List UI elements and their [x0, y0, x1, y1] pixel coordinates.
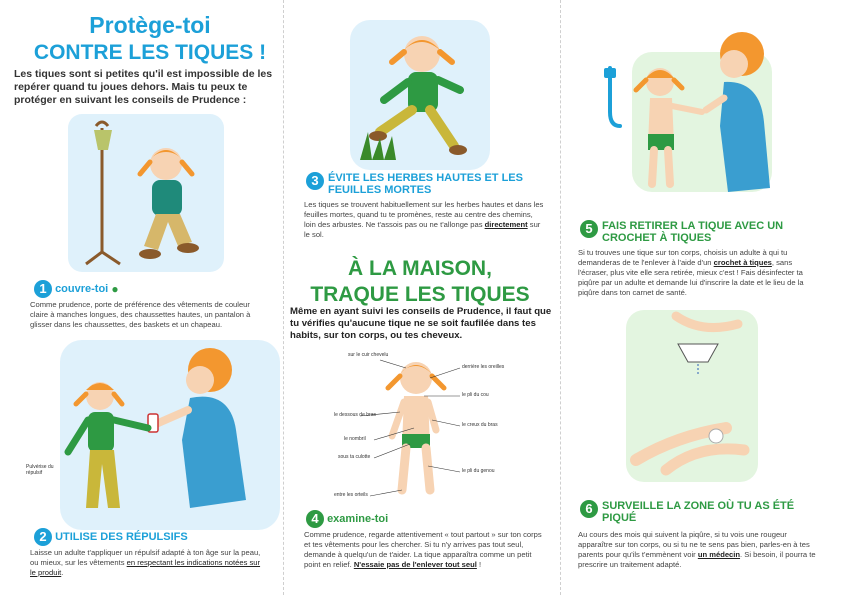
step6-text-emphasis: un médecin [697, 550, 741, 559]
step1-text: Comme prudence, porte de préférence des vêtements de couleur claire à manches longues, des chaussettes hautes, un pantalon à glisser dans les chaussettes, des baskets et un chapeau. [30, 300, 251, 329]
intro-text: Les tiques sont si petites qu'il est impossible de les repérer quand tu joues dehors. Mais tu peux te protéger en suivant les conseils de Prudence : [14, 68, 273, 106]
illustration-disinfect [626, 310, 758, 482]
step5-text-a: Si tu trouves une tique sur ton corps, choisis un adulte à qui tu demanderas de te l'enlever à l'aide d'un [578, 248, 788, 267]
label-knee-fold: le pli du genou [462, 468, 495, 474]
running-girl-drawing [350, 20, 490, 170]
leaflet-title-line2: CONTRE LES TIQUES ! [33, 41, 267, 64]
label-underarm: le dessous de bras [334, 412, 376, 418]
step1-heading-text: couvre-toi [55, 283, 109, 295]
step4-text-c: ! [476, 560, 482, 569]
disinfect-drawing [626, 310, 758, 482]
step5-heading [580, 220, 816, 244]
step2-number-badge: 2 [34, 528, 52, 546]
step2-text [30, 548, 266, 578]
step4-text-emphasis: N'essaie pas de l'enlever tout seul [353, 560, 477, 569]
fold-line-left [283, 0, 284, 595]
step5-text-c: , sans l'écraser, plus vite elle sera retirée, mieux c'est ! Fais désinfecter ta piqûre par un adulte et demande lui d'inscrire la date et le lieu de la piqûre dans ton carnet de santé. [578, 258, 804, 297]
section-intro: Même en ayant suivi les conseils de Prudence, il faut que tu vérifies qu'aucune tique ne se soit faufilée dans tes habits, sur ton corps, ou tes cheveux. [290, 306, 552, 341]
step2-heading-text: UTILISE DES RÉPULSIFS [55, 531, 188, 543]
label-navel: le nombril [344, 436, 366, 442]
step6-heading [580, 500, 816, 524]
step3-text-emphasis: directement [484, 220, 528, 229]
label-underwear: sous ta culotte [338, 454, 371, 460]
step3-heading-text: ÉVITE LES HERBES HAUTES ET LES FEUILLES MORTES [328, 172, 523, 197]
illustration-repellent [26, 340, 280, 530]
step2-text-a: Laisse un adulte t'appliquer un répulsif adapté à ton âge sur la peau, ou mieux, sur les vêtements [30, 548, 261, 567]
step3-number-badge: 3 [306, 172, 324, 190]
leaflet-title-line1: Protège-toi [89, 12, 211, 38]
step4-number-badge: 4 [306, 510, 324, 528]
step3-text-a: Les tiques se trouvent habituellement sur les herbes hautes et dans les feuilles mortes, quand tu te promènes, reste au centre des chemins, loin des arbustes. Ne t'assois pas ou ne t'allonge pas [304, 200, 544, 229]
step6-text-c: . Si besoin, il pourra te prescrire un traitement adapté. [578, 550, 816, 569]
step5-heading-text: FAIS RETIRER LA TIQUE AVEC UN CROCHET À TIQUES [602, 220, 784, 245]
step3-heading [306, 172, 542, 196]
step1-heading [34, 280, 119, 298]
hat-icon: ● [111, 282, 119, 296]
step4-text-a: Comme prudence, regarde attentivement « tout partout » sur ton corps et tes vêtements pour les chercher. Si tu n'y arrives pas tout seul, demande à quelqu'un de t'aider. La tique apparaîtra comme un petit point en relief. [304, 530, 542, 569]
covered-girl-drawing [68, 114, 224, 272]
illustration-tick-removal [632, 52, 772, 192]
step6-text [578, 530, 818, 570]
step5-number-badge: 5 [580, 220, 598, 238]
step6-number-badge: 6 [580, 500, 598, 518]
step6-heading-text: SURVEILLE LA ZONE OÙ TU AS ÉTÉ PIQUÉ [602, 500, 795, 525]
tick-hook-icon [590, 66, 630, 136]
illustration-body-check [334, 350, 510, 500]
step2-heading [34, 528, 188, 546]
step4-heading [306, 510, 388, 528]
section-title-line2: TRAQUE LES TIQUES [310, 283, 530, 306]
spray-label: Pulvérise du répulsif [26, 464, 54, 476]
illustration-covered-girl [68, 114, 224, 272]
step2-text-c: . [61, 568, 64, 577]
step5-text-emphasis: crochet à tiques [713, 258, 772, 267]
label-scalp: sur le cuir chevelu [348, 352, 389, 358]
step2-text-emphasis: en respectant les indications notées sur le produit [30, 558, 261, 577]
step1-number-badge: 1 [34, 280, 52, 298]
step3-text-c: sur le sol. [304, 220, 541, 239]
section-title [300, 256, 540, 308]
label-toes: entre les orteils [334, 492, 368, 498]
fold-line-right [560, 0, 561, 595]
step4-heading-text: examine-toi [327, 513, 389, 525]
tick-removal-drawing [632, 52, 772, 192]
label-neck-fold: le pli du cou [462, 392, 489, 398]
label-arm-crease: le creux du bras [462, 422, 498, 428]
label-behind-ears: derrière les oreilles [462, 364, 505, 370]
step6-text-a: Au cours des mois qui suivent la piqûre, si tu vois une rougeur apparaître sur ton corps, ou si tu ne te sens pas bien, parles-en à tes parents pour qu'ils t'emmènent voir [578, 530, 810, 559]
section-title-line1: À LA MAISON, [348, 257, 492, 280]
step5-text [578, 248, 816, 298]
illustration-running-girl [350, 20, 490, 170]
repellent-drawing [60, 340, 280, 530]
step3-text [304, 200, 544, 240]
step4-text [304, 530, 544, 570]
